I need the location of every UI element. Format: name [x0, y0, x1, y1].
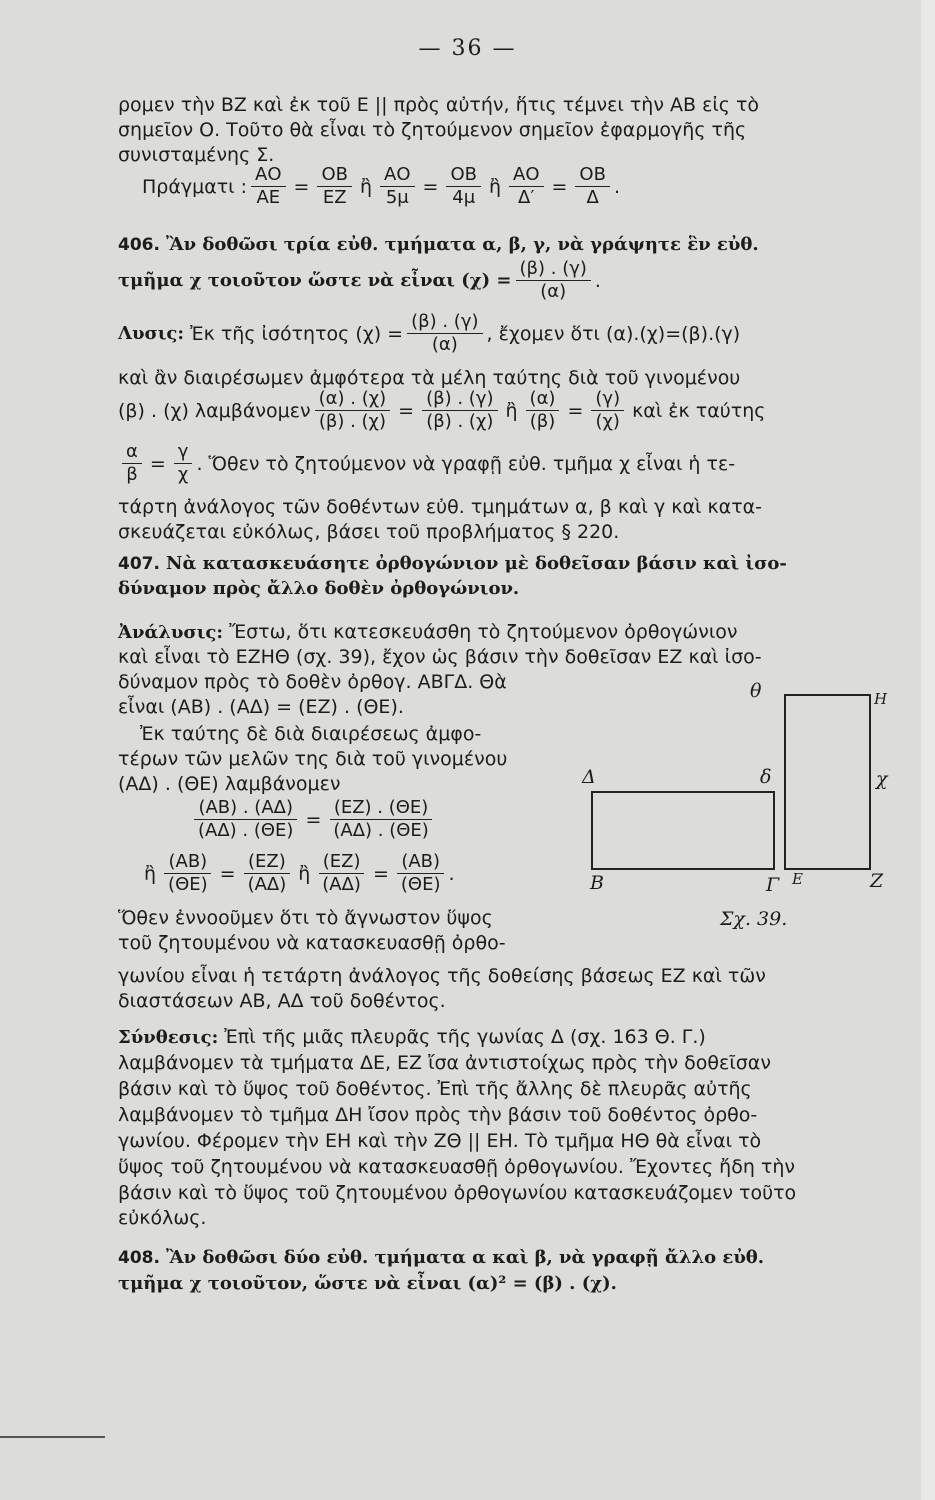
equals-sign: = — [422, 175, 439, 198]
numerator: (α) — [526, 388, 560, 411]
page-edge — [921, 0, 935, 1500]
fraction — [446, 164, 481, 209]
text-line — [118, 645, 878, 670]
equation-row — [190, 797, 437, 842]
label-x: χ — [876, 768, 888, 790]
text-run: γωνίου εἶναι ἡ τετάρτη ἀνάλογος τῆς δοθείσης βάσεως ΕΖ καὶ τῶν — [118, 965, 766, 987]
or-word: ἢ — [359, 175, 373, 198]
denominator: (ΘΕ) — [168, 874, 208, 895]
fraction — [164, 851, 212, 896]
page-number: — 36 — — [418, 36, 517, 61]
numerator: (ΕΖ) — [319, 851, 365, 874]
text-run: καὶ εἶναι τὸ ΕΖΗΘ (σχ. 39), ἔχον ὡς βάσιν τὴν δοθεῖσαν ΕΖ καὶ ἰσο- — [118, 646, 762, 668]
text-line: Ἐκ ταύτης δὲ διὰ διαιρέσεως ἀμφο- — [140, 723, 482, 745]
numerator: α — [122, 441, 142, 464]
text-line — [118, 1155, 878, 1180]
problem-407-title-line2 — [118, 576, 878, 601]
fraction — [317, 164, 352, 209]
numerator: (ΕΖ) . (ΘΕ) — [330, 797, 433, 820]
denominator: ΕΖ — [322, 187, 347, 208]
denominator: ΑΕ — [256, 187, 281, 208]
equation-row — [118, 388, 769, 433]
denominator: (ΑΔ) . (ΘΕ) — [333, 820, 429, 841]
fraction — [329, 797, 432, 842]
problem-title: Ἂν δοθῶσι δύο εὐθ. τμήματα α καὶ β, νὰ γραφῇ ἄλλο εὐθ. — [166, 1247, 765, 1268]
text-run: , ἔχομεν ὅτι (α).(χ)=(β).(γ) — [486, 322, 741, 345]
numerator: γ — [174, 441, 193, 464]
text-line — [118, 964, 878, 989]
denominator: 4μ — [452, 187, 476, 208]
denominator: (ΘΕ) — [400, 874, 441, 895]
text-run: τάρτη ἀνάλογος τῶν δοθέντων εὐθ. τμημάτων α, β καὶ γ καὶ κατα- — [118, 496, 763, 518]
label-z: Ζ — [870, 870, 884, 892]
problem-408-title-line2 — [118, 1271, 878, 1296]
denominator: (ΑΔ) — [247, 874, 287, 895]
or-word: ἢ — [505, 399, 518, 422]
problem-406-title-line2 — [118, 258, 601, 303]
text-run: . Ὅθεν τὸ ζητούμενον νὰ γραφῇ εὐθ. τμῆμα χ εἶναι ἡ τε- — [196, 452, 736, 475]
numerator: (ΑΒ) . (ΑΔ) — [194, 797, 297, 820]
or-word: ἢ — [298, 862, 311, 885]
denominator: Δ′ — [518, 187, 535, 208]
numerator: ΑΟ — [509, 164, 543, 187]
fraction — [422, 388, 497, 433]
fraction — [315, 388, 391, 433]
period: . — [448, 862, 455, 885]
figure-39 — [570, 680, 900, 930]
fraction — [251, 164, 285, 209]
text-line: (ΑΔ) . (ΘΕ) λαμβάνομεν — [118, 773, 341, 795]
or-word: ἢ — [488, 175, 502, 198]
denominator: (χ) — [595, 411, 620, 432]
text-run: καὶ ἐκ ταύτης — [632, 399, 766, 422]
denominator: (ΑΔ) . (ΘΕ) — [198, 820, 294, 841]
problem-title: δύναμον πρὸς ἄλλο δοθὲν ὀρθογώνιον. — [118, 578, 520, 599]
or-word: ἢ — [144, 862, 157, 885]
equals-sign: = — [567, 399, 584, 422]
equation-row — [118, 441, 735, 486]
text-run: βάσιν καὶ τὸ ὕψος τοῦ ζητουμένου ὀρθογωνίου κατασκευάζομεν τοῦτο — [118, 1182, 797, 1204]
numerator: ΟΒ — [446, 164, 481, 187]
figure-drawing — [570, 680, 900, 930]
equals-sign: = — [305, 808, 322, 831]
numerator: (β) . (γ) — [422, 388, 497, 411]
numerator: (ΑΒ) — [397, 851, 444, 874]
denominator: (α) — [540, 281, 567, 302]
text-line — [118, 1103, 878, 1128]
text-line — [118, 1129, 878, 1154]
numerator: (β) . (γ) — [516, 258, 591, 281]
figure-caption: Σχ. 39. — [720, 908, 788, 930]
text-run: λαμβάνομεν τὸ τμῆμα ΔΗ ἴσον πρὸς τὴν βάσιν τοῦ δοθέντος ὀρθο- — [118, 1104, 758, 1126]
text-run: γωνίου. Φέρομεν τὴν ΕΗ καὶ τὴν ΖΘ || ΕΗ. Τὸ τμῆμα ΗΘ θὰ εἶναι τὸ — [118, 1130, 762, 1152]
equals-sign: = — [219, 862, 236, 885]
denominator: (β) — [529, 411, 556, 432]
equals-sign: = — [372, 862, 389, 885]
equals-sign: = — [551, 175, 568, 198]
label-d: δ — [760, 766, 772, 788]
text-line: συνισταμένης Σ. — [118, 144, 275, 166]
text-line — [118, 495, 878, 520]
section-label: Λυσις: — [118, 323, 185, 344]
numerator: ΑΟ — [251, 164, 285, 187]
text-line: δύναμον πρὸς τὸ δοθὲν ὀρθογ. ΑΒΓΔ. Θὰ — [118, 671, 507, 693]
analysis-line — [118, 620, 878, 645]
label-b: Β — [590, 872, 604, 894]
margin-rule — [0, 1436, 105, 1438]
problem-406-title — [118, 232, 878, 258]
section-label: Ἀνάλυσις: — [118, 622, 224, 643]
denominator: β — [126, 464, 138, 485]
text-line: σκευάζεται εὐκόλως, βάσει τοῦ προβλήματος § 220. — [118, 521, 620, 543]
numerator: (α) . (χ) — [315, 388, 391, 411]
fraction — [591, 388, 624, 433]
fraction — [575, 164, 610, 209]
text-line: εὐκόλως. — [118, 1207, 207, 1229]
equals-sign: = — [293, 175, 310, 198]
label-eta: Η — [874, 690, 888, 708]
problem-title: τμῆμα χ τοιοῦτον, ὥστε νὰ εἶναι (α)² = (β) . (χ). — [118, 1273, 617, 1294]
text-run: σημεῖον Ο. Τοῦτο θὰ εἶναι τὸ ζητούμενον σημεῖον ἐφαρμογῆς τῆς — [118, 119, 747, 141]
denominator: χ — [177, 464, 189, 485]
problem-title: Ἂν δοθῶσι τρία εὐθ. τμήματα α, β, γ, νὰ γράψητε ἓν εὐθ. — [166, 234, 759, 255]
fraction — [397, 851, 445, 896]
problem-number: 407. — [118, 554, 160, 574]
text-line — [118, 1077, 878, 1102]
numerator: ΟΒ — [575, 164, 610, 187]
period: . — [613, 175, 620, 198]
text-run: Ἐπὶ τῆς μιᾶς πλευρᾶς τῆς γωνίας Δ (σχ. 163 Θ. Γ.) — [224, 1026, 706, 1048]
denominator: (α) — [431, 334, 458, 355]
problem-title: Νὰ κατασκευάσητε ὀρθογώνιον μὲ δοθεῖσαν βάσιν καὶ ἰσο- — [166, 553, 787, 574]
text-run: βάσιν καὶ τὸ ὕψος τοῦ δοθέντος. Ἐπὶ τῆς ἄλλης δὲ πλευρᾶς αὐτῆς — [118, 1078, 752, 1100]
fraction — [244, 851, 291, 896]
text-line: τοῦ ζητουμένου νὰ κατασκευασθῇ ὀρθο- — [118, 932, 506, 954]
numerator: ΑΟ — [380, 164, 414, 187]
problem-number: 406. — [118, 235, 160, 255]
numerator: (β) . (γ) — [407, 311, 482, 334]
synthesis-line — [118, 1025, 878, 1050]
text-run: λαμβάνομεν τὰ τμήματα ΔΕ, ΕΖ ἴσα ἀντιστοίχως πρὸς τὴν δοθεῖσαν — [118, 1052, 771, 1074]
fraction — [380, 164, 414, 209]
text-line: Ὅθεν ἐννοοῦμεν ὅτι τὸ ἄγνωστον ὕψος — [118, 907, 493, 929]
equation-label: Πράγματι : — [142, 175, 248, 198]
denominator: (ΑΔ) — [322, 874, 361, 895]
fraction — [122, 441, 142, 486]
label-g: Γ — [766, 874, 780, 896]
text-run: ὕψος τοῦ ζητουμένου νὰ κατασκευασθῇ ὀρθογωνίου. Ἔχοντες ἤδη τὴν — [118, 1156, 795, 1178]
text-run: καὶ ἂν διαιρέσωμεν ἀμφότερα τὰ μέλη ταύτης διὰ τοῦ γινομένου — [118, 367, 741, 389]
rectangle-abgd — [592, 792, 774, 869]
text-run: ρομεν τὴν ΒΖ καὶ ἐκ τοῦ Ε || πρὸς αὐτήν, ἥτις τέμνει τὴν ΑΒ εἰς τὸ — [118, 94, 760, 116]
lysis-row — [118, 311, 740, 356]
fraction — [318, 851, 365, 896]
numerator: (ΑΒ) — [164, 851, 211, 874]
section-label: Σύνθεσις: — [118, 1027, 219, 1048]
numerator: ΟΒ — [317, 164, 352, 187]
numerator: (ΕΖ) — [244, 851, 290, 874]
text-run: Ἔστω, ὅτι κατεσκευάσθη τὸ ζητούμενον ὀρθογώνιον — [229, 621, 738, 643]
period: . — [594, 269, 601, 292]
fraction — [407, 311, 482, 356]
denominator: (β) . (χ) — [318, 411, 386, 432]
fraction — [526, 388, 560, 433]
text-run: (β) . (χ) λαμβάνομεν — [118, 399, 311, 422]
denominator: Δ — [586, 187, 599, 208]
text-run: Ἐκ τῆς ἰσότητος (χ) = — [190, 322, 404, 345]
problem-407-title — [118, 551, 878, 577]
text-line: τέρων τῶν μελῶν της διὰ τοῦ γινομένου — [118, 748, 508, 770]
problem-number: 408. — [118, 1248, 160, 1268]
problem-408-title — [118, 1245, 878, 1271]
fraction — [194, 797, 297, 842]
text-line: εἶναι (ΑΒ) . (ΑΔ) = (ΕΖ) . (ΘΕ). — [118, 696, 404, 718]
fraction — [174, 441, 193, 486]
equation-row — [140, 851, 455, 896]
denominator: 5μ — [385, 187, 409, 208]
label-e: Ε — [792, 870, 803, 888]
fraction — [509, 164, 543, 209]
rectangle-ezhth — [785, 695, 870, 869]
text-line — [118, 93, 878, 118]
denominator: (β) . (χ) — [426, 411, 494, 432]
problem-title: τμῆμα χ τοιοῦτον ὥστε νὰ εἶναι (χ) = — [118, 270, 512, 291]
text-line — [118, 118, 878, 143]
equals-sign: = — [398, 399, 415, 422]
numerator: (γ) — [591, 388, 624, 411]
label-a: Δ — [582, 766, 596, 788]
equation-row — [142, 164, 620, 209]
text-line — [118, 1181, 878, 1206]
equals-sign: = — [149, 452, 166, 475]
text-line — [118, 1051, 878, 1076]
label-theta: θ — [750, 680, 762, 702]
text-line: διαστάσεων ΑΒ, ΑΔ τοῦ δοθέντος. — [118, 990, 446, 1012]
fraction — [516, 258, 591, 303]
